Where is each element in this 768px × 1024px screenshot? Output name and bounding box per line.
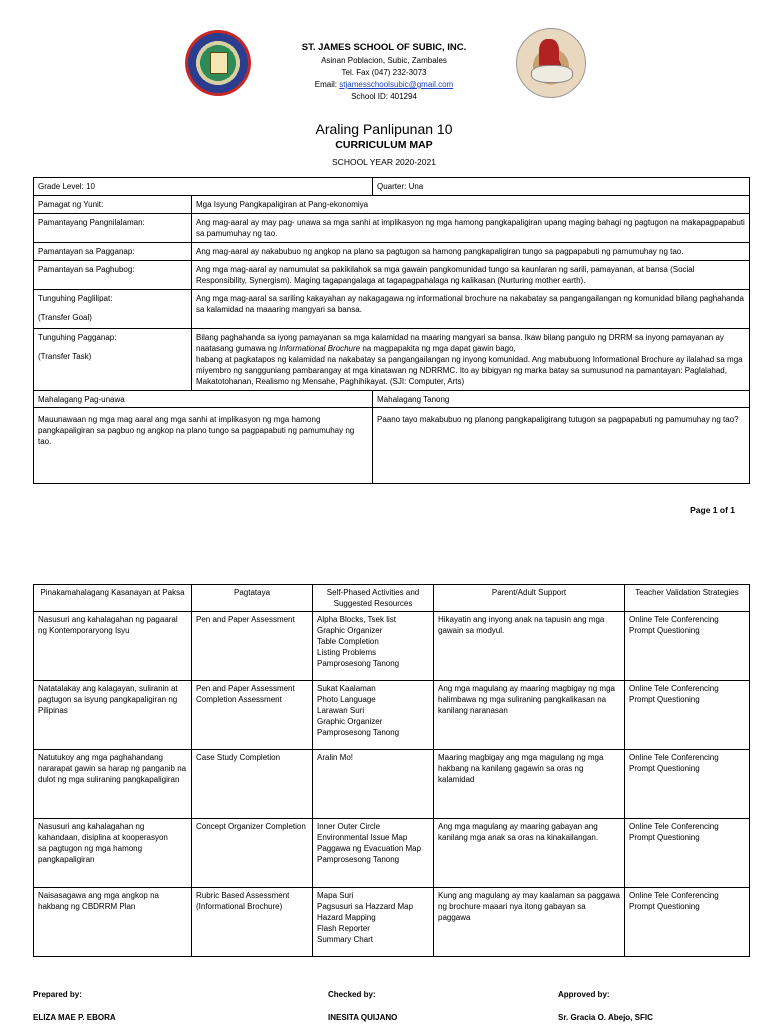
school-name: ST. JAMES SCHOOL OF SUBIC, INC.: [301, 42, 467, 53]
support-cell: [434, 612, 625, 681]
activities-line: Listing Problems: [317, 648, 377, 657]
skill-line: Naisasagawa ang mga angkop na hakbang ng CBDRRM Plan: [38, 891, 159, 911]
checked-by-label: Checked by:: [328, 990, 376, 999]
validation-cell: [625, 681, 750, 750]
assessment-line: Case Study Completion: [196, 753, 281, 762]
support-line: Kung ang magulang ay may kaalaman sa paggawa ng brochure maaari nya itong gabayan sa paggawa: [438, 891, 620, 922]
column-header: Pagtataya: [192, 585, 313, 612]
skill-line: Nasusuri ang kahalagahan ng pagaaral ng Kontemporaryong Isyu: [38, 615, 178, 635]
assessment-cell: [192, 750, 313, 819]
activities-line: Pamprosesong Tanong: [317, 728, 400, 737]
row-value: Ang mag-aaral ay may pag- unawa sa mga sanhi at implikasyon ng mga hamong pangkapaligiran upang maging bahagi ng pagtugon na makapagpapabuti sa pamumuhay ng tao.: [192, 214, 750, 243]
skill-cell: [34, 681, 192, 750]
activities-line: Alpha Blocks, Tsek list: [317, 615, 396, 624]
row-value: Mga Isyung Pangkapaligiran at Pang-ekonomiya: [192, 196, 750, 214]
activities-line: Paggawa ng Evacuation Map: [317, 844, 422, 853]
transfer-goal-label-cell: [34, 290, 192, 329]
column-header: Self-Phased Activities and Suggested Resources: [313, 585, 434, 612]
subject-title: Araling Panlipunan 10: [315, 121, 453, 137]
column-header: Teacher Validation Strategies: [625, 585, 750, 612]
activities-line: Inner Outer Circle: [317, 822, 381, 831]
activities-line: Table Completion: [317, 637, 379, 646]
activities-line: Graphic Organizer: [317, 626, 383, 635]
activities-line: Flash Reporter: [317, 924, 370, 933]
support-line: Hikayatin ang inyong anak na tapusin ang mga gawain sa modyul.: [438, 615, 605, 635]
grade-quarter-row: [34, 178, 750, 196]
essential-question-cell: [373, 391, 750, 484]
table-row: [34, 819, 750, 888]
assessment-line: Pen and Paper Assessment: [196, 684, 295, 693]
school-year: SCHOOL YEAR 2020-2021: [332, 157, 436, 167]
activities-line: Pamprosesong Tanong: [317, 659, 400, 668]
approved-by-label: Approved by:: [558, 990, 610, 999]
activities-line: Larawan Suri: [317, 706, 365, 715]
support-cell: [434, 750, 625, 819]
row-label: Pamantayan sa Paghubog:: [34, 261, 192, 290]
email-label: Email:: [314, 80, 340, 89]
assessment-cell: [192, 819, 313, 888]
skill-line: Natatalakay ang kalagayan, suliranin at pagtugon sa isyung pangkapaligiran ng Pilipinas: [38, 684, 178, 715]
support-line: Ang mga magulang ay maaring gabayan ang kanilang mga anak sa oras na kinakailangan.: [438, 822, 599, 842]
assessment-line: Concept Organizer Completion: [196, 822, 306, 831]
page-number: Page 1 of 1: [690, 505, 735, 515]
row-label: Pamantayan sa Pagganap:: [34, 243, 192, 261]
task-text: habang at pagkatapos ng kalamidad na nakabatay sa pangangailangan ng inyong komunidad. Ang mabubuong Informational Brochure ay ilalahad sa mga miyembro ng sangguniang pambarangay at mga kinatawan ng NDRRMC. Ito ay bibigyan ng marka batay sa sumusunod na pamantayan: Paglalahad, Makatotohanan, Realismo ng Mensahe, Paghihikayat. (SJI: Computer, Arts): [196, 355, 743, 386]
unit-title-row: [34, 196, 750, 214]
activities-line: Mapa Suri: [317, 891, 354, 900]
performance-standard-row: [34, 243, 750, 261]
skill-cell: [34, 750, 192, 819]
validation-line: Online Tele Conferencing: [629, 822, 719, 831]
validation-line: Online Tele Conferencing: [629, 753, 719, 762]
table-row: [34, 681, 750, 750]
activities-line: Hazard Mapping: [317, 913, 376, 922]
assessment-cell: [192, 681, 313, 750]
formation-standard-row: [34, 261, 750, 290]
assessment-line: Pen and Paper Assessment: [196, 615, 295, 624]
school-address: Asinan Poblacion, Subic, Zambales: [321, 56, 447, 65]
skill-line: sa pagtugon ng mga hamong pangkapaligiran: [38, 844, 143, 864]
plan-body: [34, 612, 750, 957]
skill-line: Natutukoy ang mga paghahandang nararapat gawin sa harap ng panganib na dulot ng mga suliraning pangkapaligiran: [38, 753, 187, 784]
activities-cell: [313, 819, 434, 888]
activities-cell: [313, 750, 434, 819]
curriculum-map-table: [33, 177, 750, 484]
content-standard-row: [34, 214, 750, 243]
approved-by-name: Sr. Gracia O. Abejo, SFIC: [558, 1013, 653, 1022]
table-row: [34, 888, 750, 957]
grade-level-cell: Grade Level: 10: [34, 178, 373, 196]
validation-line: Prompt Questioning: [629, 902, 700, 911]
checked-by-name: INESITA QUIJANO: [328, 1013, 398, 1022]
assessment-line: Completion Assessment: [196, 695, 282, 704]
enduring-understanding-cell: [34, 391, 373, 484]
transfer-task-label-cell: [34, 329, 192, 391]
support-line: Ang mga magulang ay maaring magbigay ng mga halimbawa ng mga suliraning pangkalikasan na kanilang naranasan: [438, 684, 615, 715]
row-value: Ang mga mag-aaral sa sariling kakayahan ay nakagagawa ng informational brochure na nakabatay sa pangangailangan ng komunidad bilang paghahanda sa kalamidad na maaaring mangyari sa bansa.: [192, 290, 750, 329]
validation-cell: [625, 750, 750, 819]
column-header: Pinakamahalagang Kasanayan at Paksa: [34, 585, 192, 612]
school-telephone: Tel. Fax (047) 232-3073: [341, 68, 427, 77]
skill-cell: [34, 888, 192, 957]
task-text: Bilang paghahanda sa iyong pamayanan sa mga kalamidad na maaring mangyari sa bansa. Ikaw bilang pangulo ng DRRM sa inyong pamayanan ay naatasang gumawa ng: [196, 333, 724, 353]
activities-line: Aralin Mo!: [317, 753, 354, 762]
validation-cell: [625, 819, 750, 888]
row-label: Pamantayang Pangnilalaman:: [34, 214, 192, 243]
document-title: CURRICULUM MAP: [335, 139, 433, 151]
understanding-value: Mauunawaan ng mga mag aaral ang mga sanhi at implikasyon ng mga hamong pangkapaligiran sa pagbuo ng angkop na plano tungo sa pagpapabuti ng pamumuhay ng tao.: [38, 415, 355, 446]
activities-line: Environmental Issue Map: [317, 833, 408, 842]
validation-cell: [625, 888, 750, 957]
assessment-cell: [192, 612, 313, 681]
validation-cell: [625, 612, 750, 681]
row-value: Ang mga mag-aaral ay namumulat sa pakikilahok sa mga gawain pangkomunidad tungo sa kaunlaran ng sarili, pamayanan, at bansa (Social Responsibility, Synergism). Maging tagapangalaga at tagapagpahalaga ng kalikasan (Nurturing mother earth).: [192, 261, 750, 290]
task-text: na magpapakita ng mga dapat gawin bago,: [360, 344, 516, 353]
learning-plan-table: [33, 584, 750, 957]
prepared-by-label: Prepared by:: [33, 990, 82, 999]
row-sublabel: (Transfer Goal): [38, 313, 92, 322]
support-cell: [434, 681, 625, 750]
activities-line: Photo Language: [317, 695, 376, 704]
activities-cell: [313, 612, 434, 681]
support-cell: [434, 888, 625, 957]
row-label: Tunguhing Paglilipat:: [38, 294, 113, 303]
activities-cell: [313, 888, 434, 957]
email-link[interactable]: stjamesschoolsubic@gmail.com: [339, 80, 454, 89]
support-cell: [434, 819, 625, 888]
school-email-line: [0, 79, 768, 91]
support-line: Maaring magbigay ang mga magulang ng mga hakbang na kanilang gagawin sa oras ng kalamidad: [438, 753, 604, 784]
row-label: Pamagat ng Yunit:: [34, 196, 192, 214]
understanding-question-row: [34, 391, 750, 484]
row-label: Tunguhing Pagganap:: [38, 333, 117, 342]
table-row: [34, 750, 750, 819]
assessment-line: Rubric Based Assessment (Informational Brochure): [196, 891, 290, 911]
activities-cell: [313, 681, 434, 750]
validation-line: Prompt Questioning: [629, 695, 700, 704]
transfer-goal-row: [34, 290, 750, 329]
quarter-cell: Quarter: Una: [373, 178, 750, 196]
activities-line: Graphic Organizer: [317, 717, 383, 726]
validation-line: Online Tele Conferencing: [629, 684, 719, 693]
row-sublabel: (Transfer Task): [38, 352, 92, 361]
assessment-cell: [192, 888, 313, 957]
school-id: School ID: 401294: [351, 92, 417, 101]
validation-line: Online Tele Conferencing: [629, 891, 719, 900]
prepared-by-name: ELIZA MAE P. EBORA: [33, 1013, 116, 1022]
skill-cell: [34, 819, 192, 888]
activities-line: Pamprosesong Tanong: [317, 855, 400, 864]
question-value: Paano tayo makabubuo ng planong pangkapaligirang tutugon sa pagpapabuti ng pamumuhay ng tao?: [377, 415, 739, 424]
row-value: Ang mag-aaral ay nakabubuo ng angkop na plano sa pagtugon sa hamong pangkapaligiran tungo sa pagpapabuti ng pamumuhay ng tao.: [192, 243, 750, 261]
activities-line: Sukat Kaalaman: [317, 684, 376, 693]
activities-line: Pagsusuri sa Hazzard Map: [317, 902, 414, 911]
table-row: [34, 612, 750, 681]
skill-line: Nasusuri ang kahalagahan ng kahandaan, disiplina at kooperasyon: [38, 822, 168, 842]
question-label: Mahalagang Tanong: [377, 395, 450, 404]
validation-line: Online Tele Conferencing: [629, 615, 719, 624]
skill-cell: [34, 612, 192, 681]
understanding-label: Mahalagang Pag-unawa: [38, 395, 125, 404]
validation-line: Prompt Questioning: [629, 833, 700, 842]
validation-line: Prompt Questioning: [629, 626, 700, 635]
task-emphasis: Informational Brochure: [279, 344, 361, 353]
transfer-task-row: [34, 329, 750, 391]
validation-line: Prompt Questioning: [629, 764, 700, 773]
activities-line: Summary Chart: [317, 935, 374, 944]
transfer-task-value: [192, 329, 750, 391]
column-header: Parent/Adult Support: [434, 585, 625, 612]
plan-header-row: [34, 585, 750, 612]
